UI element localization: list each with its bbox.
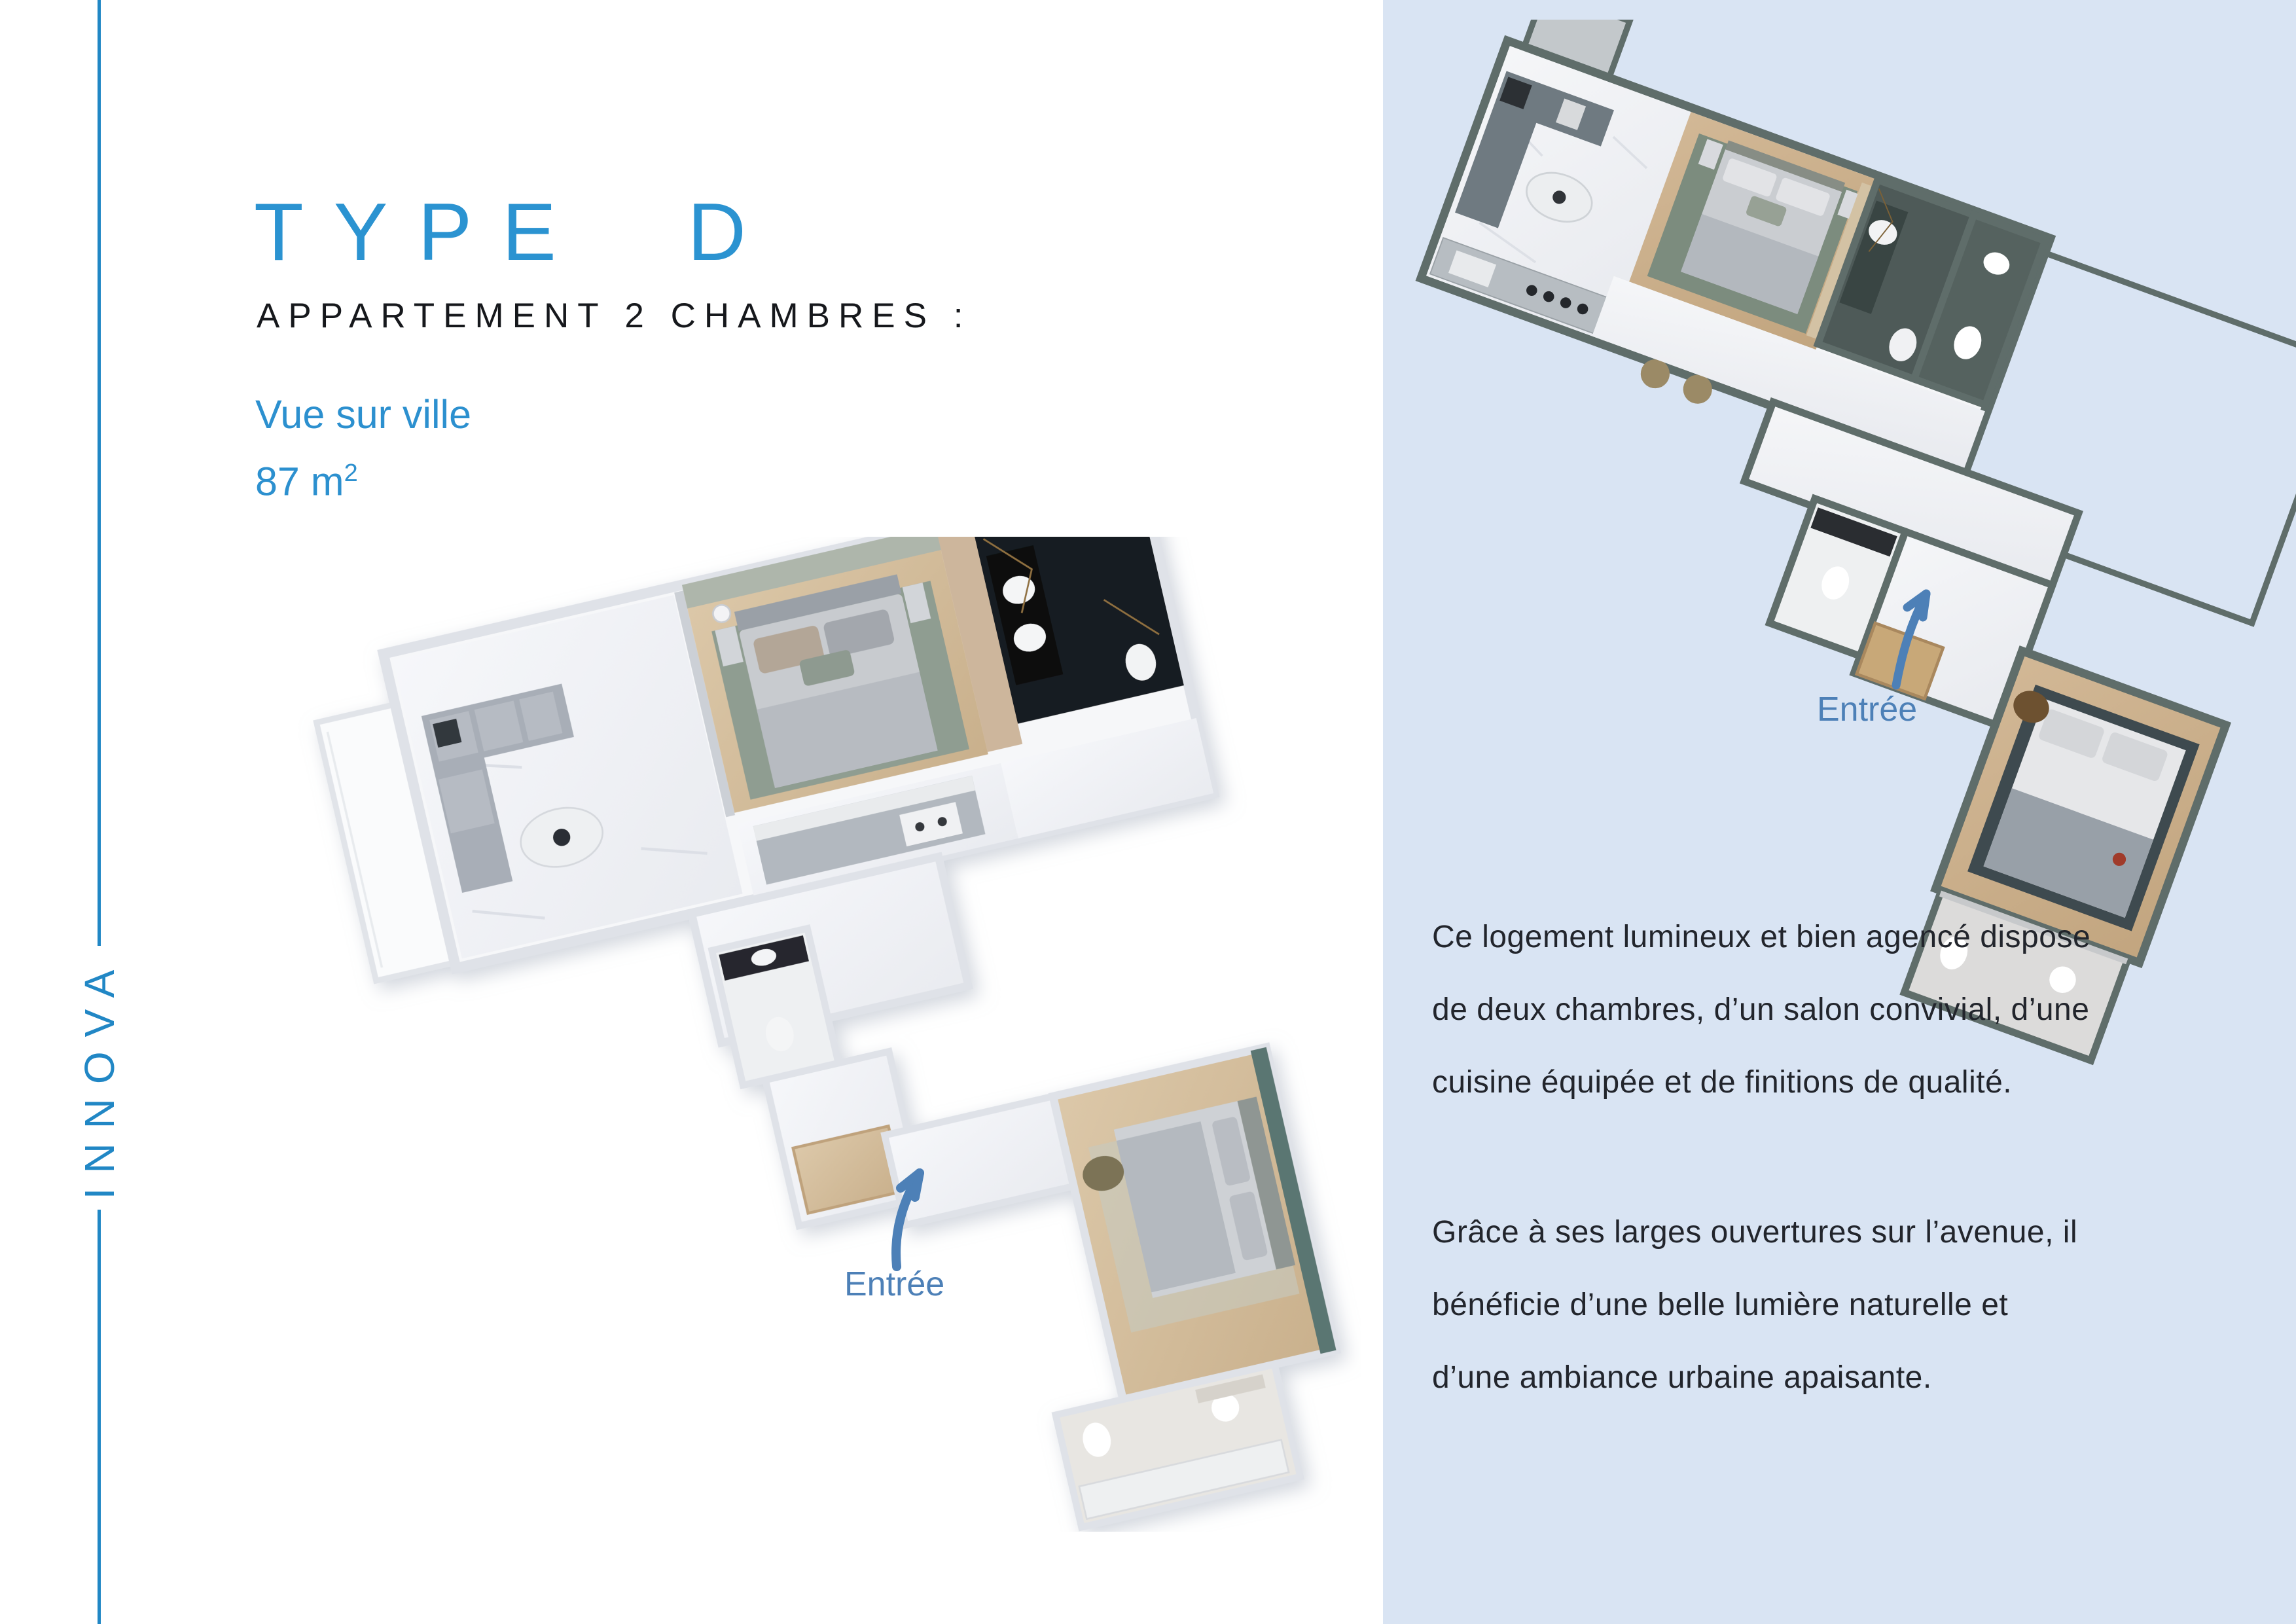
floorplan-3d-render [249,537,1361,1532]
description-paragraph-2 [1432,1196,2263,1414]
apartment-3d [305,537,1361,1532]
description-line: Ce logement lumineux et bien agencé dispose [1432,920,2091,954]
second-bedroom [1053,1047,1336,1399]
description-line: Grâce à ses larges ouvertures sur l’avenue, il [1432,1215,2078,1250]
description-line: bénéficie d’une belle lumière naturelle et [1432,1288,2009,1322]
view-label: Vue sur ville [255,392,471,437]
area-exponent: 2 [344,460,358,487]
description-line: d’une ambiance urbaine apaisante. [1432,1360,1932,1395]
entry-label-2d: Entrée [1817,691,1918,729]
page-title: TYPE D [254,187,776,278]
description-line: de deux chambres, d’un salon convivial, d’une [1432,992,2090,1027]
description-line: cuisine équipée et de finitions de qualité. [1432,1065,2013,1100]
entry-label-3d: Entrée [844,1265,945,1303]
area-value: 87 m [255,459,344,504]
entry-corridor [885,1095,1079,1225]
brand-wordmark: INNOVA [76,955,123,1200]
brand-rule-bottom [98,1210,101,1624]
listing-details [255,385,471,511]
description-paragraph-1 [1432,901,2263,1119]
brand-rule-top [98,0,101,946]
second-bathroom [1056,1364,1300,1527]
page-subtitle: APPARTEMENT 2 CHAMBRES : [257,297,972,335]
